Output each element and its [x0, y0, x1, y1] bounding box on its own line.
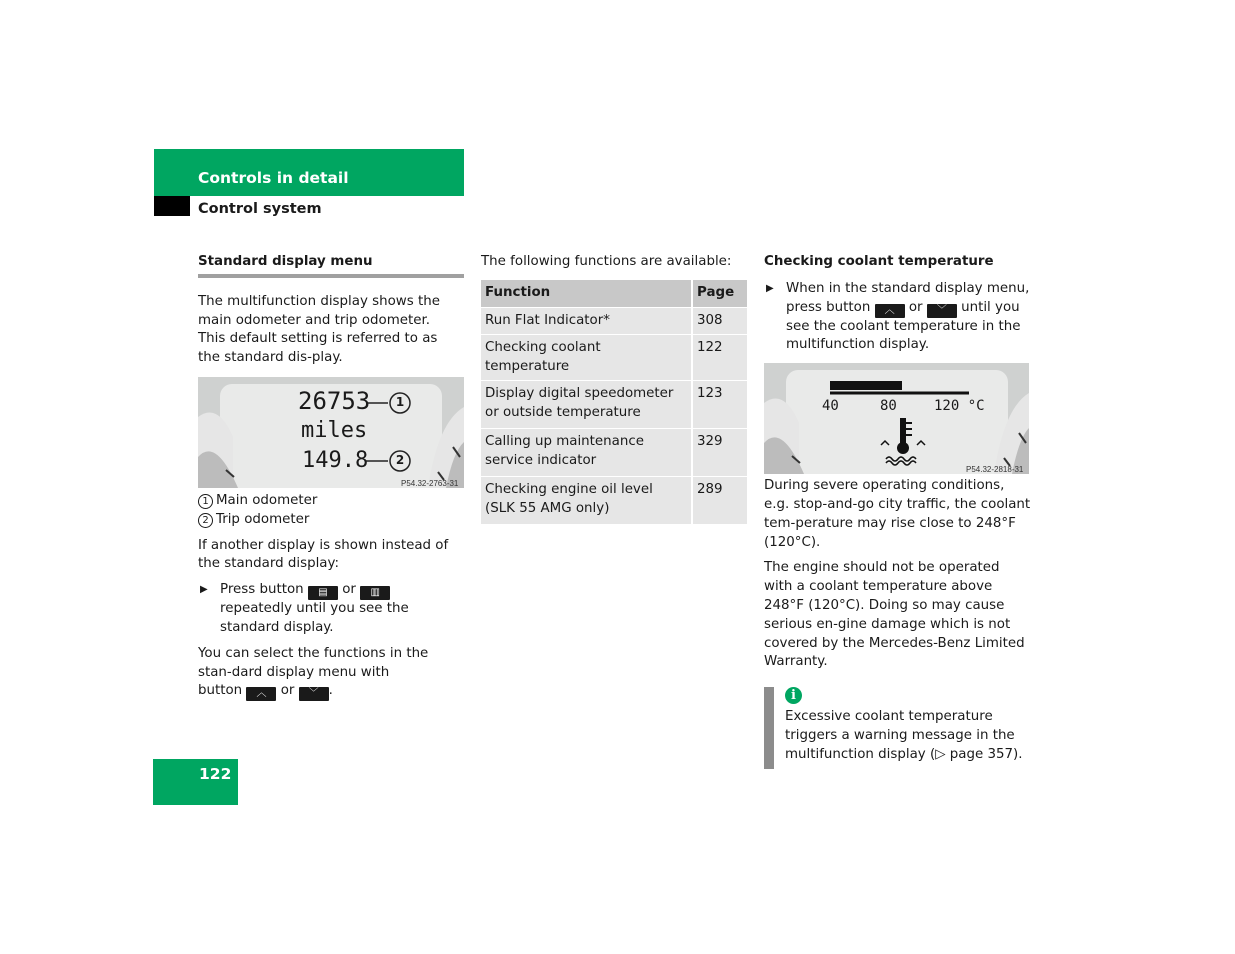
info-icon: i [785, 687, 802, 704]
table-cell-function: Display digital speedometer or outside temperature [481, 380, 692, 428]
temp-tick-80: 80 [880, 398, 897, 415]
reset-display-alt-button-icon: ▥ [360, 586, 390, 600]
bullet-text-rest: repeatedly until you see the standard display. [220, 601, 409, 635]
functions-intro: The following functions are available: [481, 254, 732, 269]
info-note-bar [764, 687, 774, 768]
table-header-function: Function [481, 280, 692, 308]
legend-item [198, 492, 464, 511]
legend-text: Main odometer [216, 492, 318, 508]
select-functions-paragraph [198, 645, 460, 702]
temp-tick-120: 120 °C [934, 398, 985, 415]
temp-tick-40: 40 [822, 398, 839, 415]
bullet-triangle-icon: ▶ [766, 282, 774, 294]
bullet-press-button [198, 581, 464, 638]
table-cell-page: 122 [692, 334, 747, 380]
intro-paragraph: The multifunction display shows the main odometer and trip odometer. This default setting is referred to as the standard dis-play. [198, 293, 440, 366]
bullet-text: When in the standard display menu, press button [786, 280, 1030, 315]
info-note-text: Excessive coolant temperature triggers a warning message in the multifunction display (▷ page 357). [785, 709, 1023, 762]
page-number: 122 [199, 765, 232, 783]
bullet-triangle-icon: ▶ [200, 584, 208, 596]
table-cell-function: Checking engine oil level (SLK 55 AMG only) [481, 476, 692, 524]
bullet-or: or [908, 299, 923, 315]
select-button-word: button [198, 683, 243, 699]
legend-number: 1 [198, 494, 213, 509]
table-row [481, 334, 747, 380]
table-row [481, 428, 747, 476]
select-or: or [280, 683, 295, 699]
coolant-display-image [764, 363, 1029, 474]
column-3 [764, 253, 1030, 769]
table-row [481, 380, 747, 428]
image-caption: P54.32-2763-31 [401, 478, 459, 488]
warning-paragraph: The engine should not be operated with a coolant temperature above 248°F (120°C). Doing so may cause serious en-gine damage which is not covered by the Mercedes-Benz Limited Warranty. [764, 560, 1025, 670]
table-cell-page: 123 [692, 380, 747, 428]
odometer-display-image [198, 377, 464, 488]
callout-1: 1 [395, 394, 405, 409]
table-cell-page: 329 [692, 428, 747, 476]
callout-2: 2 [395, 452, 405, 467]
select-end: . [328, 683, 333, 699]
functions-table [481, 280, 747, 525]
chevron-up-icon: ︿ [246, 687, 276, 701]
other-display-paragraph: If another display is shown instead of the standard display: [198, 537, 449, 572]
coolant-heading: Checking coolant temperature [764, 254, 994, 269]
table-cell-function: Run Flat Indicator* [481, 307, 692, 334]
trip-odometer-value: 149.8 [302, 447, 369, 473]
column-2 [481, 253, 747, 525]
chapter-title: Controls in detail [198, 169, 349, 187]
severe-conditions-paragraph: During severe operating conditions, e.g. stop-and-go city traffic, the coolant tem-perature may rise close to 248°F (120°C). [764, 478, 1031, 550]
legend-item [198, 511, 464, 530]
coolant-gauge-graphic [764, 363, 1029, 474]
table-header-page: Page [692, 280, 747, 308]
chevron-down-icon: ﹀ [299, 687, 329, 701]
heading-rule [198, 274, 464, 278]
bullet-text-rest: until you see the coolant temperature in the multifunction display. [786, 299, 1021, 353]
odometer-unit: miles [301, 417, 368, 443]
table-cell-function: Calling up maintenance service indicator [481, 428, 692, 476]
reset-display-button-icon: ▤ [308, 586, 338, 600]
table-row [481, 307, 747, 334]
legend-list [198, 492, 464, 530]
standard-display-heading: Standard display menu [198, 254, 373, 269]
table-row [481, 476, 747, 524]
bullet-text: Press button [220, 582, 304, 598]
image-caption: P54.32-2818-31 [966, 465, 1024, 475]
table-cell-function: Checking coolant temperature [481, 334, 692, 380]
info-note [764, 687, 1030, 768]
column-1 [198, 253, 464, 701]
section-title: Control system [198, 201, 322, 217]
chevron-up-icon: ︿ [875, 304, 905, 318]
chevron-down-icon: ﹀ [927, 304, 957, 318]
bullet-or: or [342, 582, 356, 598]
legend-number: 2 [198, 513, 213, 528]
table-cell-page: 289 [692, 476, 747, 524]
select-text: You can select the functions in the stan-dard display menu with [198, 645, 429, 680]
section-marker [154, 196, 190, 216]
table-header-row [481, 280, 747, 308]
main-odometer-value: 26753 [298, 386, 371, 415]
table-cell-page: 308 [692, 307, 747, 334]
bullet-coolant [764, 280, 1030, 355]
legend-text: Trip odometer [216, 511, 310, 527]
